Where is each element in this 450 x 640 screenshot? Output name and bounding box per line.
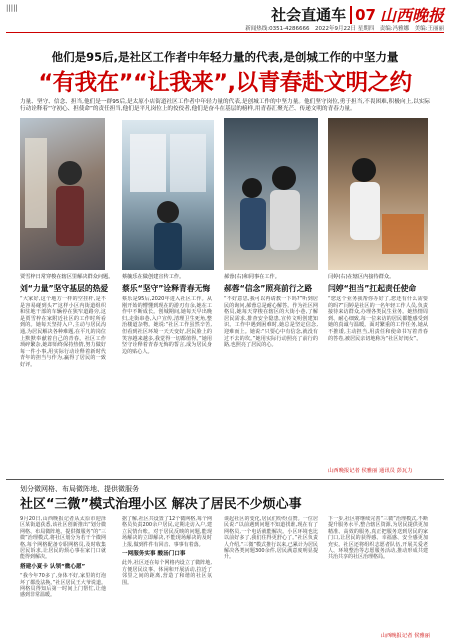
photo-yan-ting	[328, 118, 428, 270]
photo-caption: 郝蓉(右)和同事在工作。	[224, 274, 280, 280]
lower-paragraph: 据了解,社区共设置了12个微网格,每个网格员负责200余户居民,定期走访入户,建立民情台账。对于居民反映的问题,能现场解决的立即解决,不能现场解决的及时上报,做到件件有回音、事事有着落。	[122, 516, 212, 548]
column-body: “您这个业务我帮你办好了,您还有什么需要的吗?”闫婷是社区的一名年轻工作人员,负责接待来访群众,办理各类民生业务。她热情周到、耐心细致,每一位来访的居民都能感受到她的真诚与温暖。面对繁重的工作任务,她从不推诿,主动担当,用责任和使命书写着青春的答卷,被居民亲切地称为“社区好闺女”。	[328, 296, 428, 342]
photo-caption: 蔡毓乐在做创建宣传工作。	[122, 274, 185, 280]
lower-section-title: 搭建小夏卡 认领“微心愿”	[20, 563, 86, 570]
feature-headline: “有我在”“让我来”,以青春赴文明之约	[38, 70, 412, 96]
column-title: 刘“力量”坚守基层的热爱	[20, 284, 109, 293]
lower-column	[224, 516, 318, 629]
lower-paragraph: 9月20日,山西晚报记者从太原市迎泽区某街道获悉,该社区创新推出“划分微网格、布局微阵地、提供微服务”的“三微”治理模式,将社区划分为若干个微网格,每个网格配备专职网格员,及时收集居民诉求,让居民的烦心事在家门口就能得到解决。	[20, 516, 106, 561]
person-figure-icon	[328, 118, 428, 270]
feature-subhead: 他们是95后,是社区工作者中年轻力量的代表,是创城工作的中坚力量	[51, 50, 399, 64]
feature-lead: 力量、坚守、信念、担当,他们是一群95后,是太原小店街道社区工作者中年轻力量的代表,是创城工作的中坚力量。他们坚守岗位,勇于担当,不畏困难,积极向上,以实际行动诠释着“守初心、担使命”的责任担当,他们是平凡岗位上的佼佼者,他们是奋斗在基层的榜样,用青春汇聚光芒、传递文明的青春力量。	[20, 99, 430, 113]
column-title: 郝蓉“信念”照亮前行之路	[224, 284, 313, 293]
column-title: 蔡乐“坚守”诠释青春无悔	[122, 284, 211, 293]
lower-paragraph: 此外,社区还在每个网格内设立了微阵地,方便居民议事、休闲和开展活动,拉近了邻里之间的距离,营造了和谐的社区氛围。	[122, 560, 212, 586]
person-figure-icon	[122, 120, 214, 270]
header-rule	[6, 32, 444, 33]
person-figure-icon	[224, 118, 318, 270]
photo-hao-rong	[224, 118, 318, 270]
person-figure-icon	[20, 118, 105, 270]
photo-caption: 闫婷(右)在辖区内接待群众。	[328, 274, 395, 280]
column-body: “大家好,这个地方一样的空挂杆,是不是容易碰到头?”这样小区内街道组织和驻地干部的车辆停在狭窄道路旁,这是贾雪梓在家附近社区的工作时所看到的。她每天坚持入户,主动与居民沟通,为居民解决各种难题,在平凡的岗位上默默奉献着自己的青春。社区工作琐碎繁杂,她却始终保持热情,努力做好每一件小事,用实际行动诠释着新时代青年的担当与作为,赢得了居民的一致好评。	[20, 296, 106, 368]
lower-paragraph: “我今年70多了,身体不好,家里的灯泡坏了都没法换。”社区居民王大爷说道。网格员得知后第一时间上门帮忙,让他感到非常温暖。	[20, 573, 106, 599]
column-title: 闫婷“担当”扛起责任使命	[328, 284, 417, 293]
issue-meta: 新闻热线:0351-4286666 2022年9月22日 星期四 责编:冯雅娜 美编:王丽丽	[245, 26, 444, 32]
lower-column	[328, 516, 428, 629]
reporter-signature: 山西晚报记者 侯雅丽 通讯员 彭瓦力	[328, 468, 413, 474]
lower-subhead: 划分微网格、布局微阵地、提供微服务	[20, 485, 139, 493]
newspaper-masthead: 山西晚报	[379, 6, 444, 25]
lower-column	[122, 516, 212, 629]
page-number: 07	[350, 6, 376, 24]
photo-jia-xuezi	[20, 118, 105, 270]
photo-cai-yule	[122, 120, 214, 270]
lower-byline: 山西晚报记者 侯雅丽	[380, 633, 430, 639]
lower-paragraph: 下一步,社区将继续完善“三微”治理模式,不断提升服务水平,整合辖区资源,为居民提供更加精准、高效的服务,真正把服务送到居民的家门口,让居民的获得感、幸福感、安全感更加充实。社区还将组织志愿者队伍,开展关爱老人、环境整治等志愿服务活动,推动形成共建共治共享的社区治理格局。	[328, 516, 428, 561]
lower-section-title: 一网服务实事 酸汤门口事	[122, 551, 186, 558]
page-header	[271, 3, 444, 26]
lower-paragraph: 谈起社区的变化,居民们纷纷点赞。一位居民说:“以前遇到问题不知道找谁,现在有了网格员,一个电话就能解决。小区环境也比以前好多了,我们住得更舒心了。”社区负责人介绍,“三微”模式推行以来,已累计为居民解决各类问题300余件,居民满意度明显提升。	[224, 516, 318, 561]
column-body: “不好意思,我可以再请教一下吗?”听到居民的询问,郝蓉总是耐心解答。作为社区网格员,她每天穿梭在辖区的大街小巷,了解居民需求,排查安全隐患,宣传文明创建知识。工作中遇到困难时,她总是坚定信念,迎难而上。她说:“只要心中有信念,就没有过不去的坎。”她用实际行动照亮了前行的路,也照亮了居民的心。	[224, 296, 318, 349]
lower-headline: 社区“三微”模式治理小区 解决了居民不少烦心事	[20, 497, 302, 512]
photo-caption: 贾雪梓日常穿梭在辖区里解决群众问题。	[20, 274, 114, 280]
lower-column	[20, 516, 106, 629]
section-divider	[6, 479, 444, 480]
page-edge-marker: |||||	[6, 4, 18, 12]
column-body: 蔡乐是95后,2020年进入社区工作。从刚开始的懵懂到现在的游刃有余,她在工作中不断成长。创城期间,她每天早出晚归,走街串巷,入户宣传,清理卫生死角,整治楼道杂物。她说:“社区工作虽然辛苦,但看到社区环境一天天变好,居民脸上的笑容越来越多,我觉得一切都值得。”她用坚守诠释着青春无悔的誓言,成为居民身边的贴心人。	[122, 296, 212, 355]
section-name: 社会直通车	[271, 6, 347, 24]
